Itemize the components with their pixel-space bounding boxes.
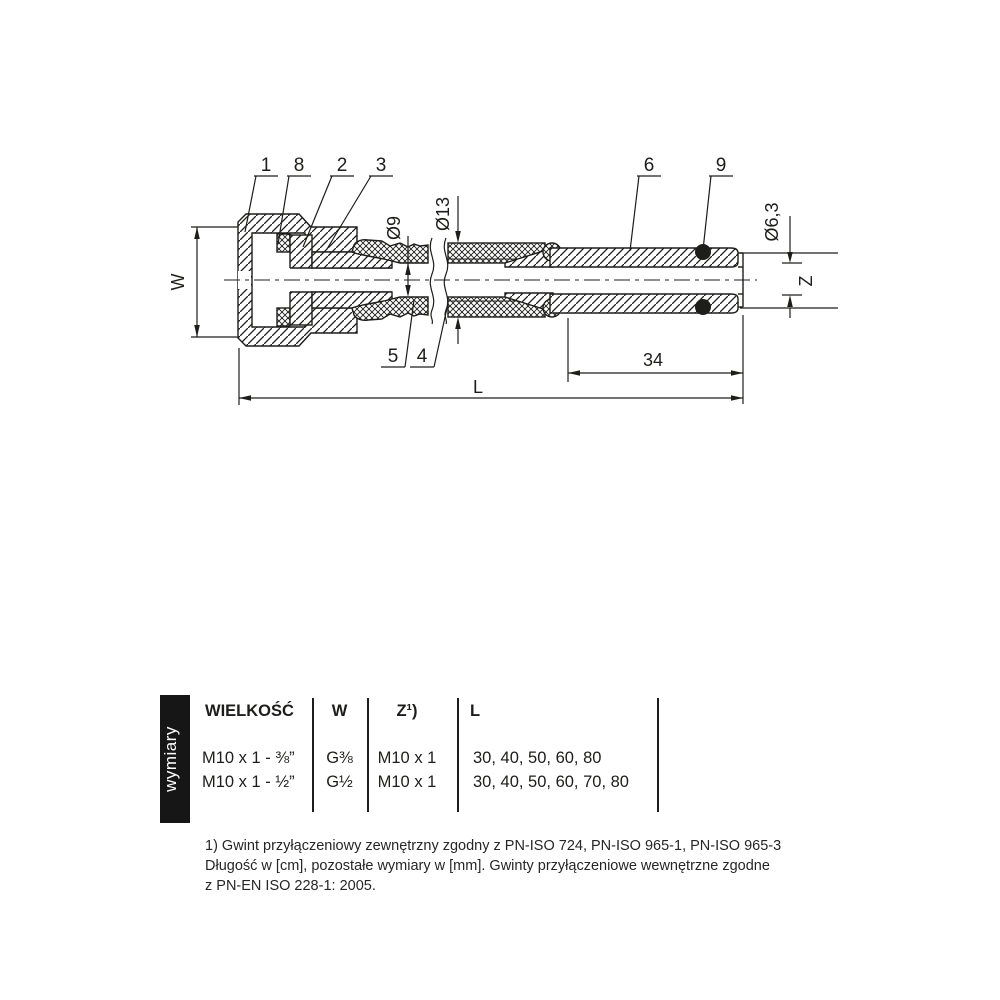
col-header-z: Z¹)	[396, 702, 418, 720]
callout-8: 8	[293, 155, 305, 176]
row1-w: G⅜	[326, 749, 353, 767]
callout-9: 9	[715, 155, 727, 176]
col-header-l: L	[470, 702, 481, 720]
table-sidebar	[160, 695, 190, 823]
dim-label-d13: Ø13	[433, 196, 453, 232]
callout-2: 2	[336, 155, 348, 176]
col-header-size: WIELKOŚĆ	[205, 702, 294, 720]
row2-l: 30, 40, 50, 60, 70, 80	[473, 773, 629, 791]
dim-label-w: W	[168, 273, 188, 291]
row1-z: M10 x 1	[377, 749, 437, 767]
dim-label-z: Z	[796, 275, 816, 287]
footnote	[205, 836, 805, 896]
table-sidebar-label: wymiary	[161, 726, 180, 792]
footnote-line-3: z PN-EN ISO 228-1: 2005.	[205, 878, 376, 894]
table-rule-4	[657, 698, 659, 812]
callout-4: 4	[416, 346, 428, 367]
row2-size: M10 x 1 - ½”	[202, 773, 295, 791]
dim-label-d63: Ø6,3	[762, 202, 782, 242]
row2-z: M10 x 1	[377, 773, 437, 791]
o-ring-bottom	[695, 299, 711, 315]
callout-3: 3	[375, 155, 387, 176]
callout-1: 1	[260, 155, 272, 176]
dim-label-l: L	[472, 377, 484, 397]
footnote-line-2: Długość w [cm], pozostałe wymiary w [mm]. Gwinty przyłączeniowe wewnętrzne zgodne	[205, 858, 770, 874]
table-rule-3	[457, 698, 459, 812]
row1-l: 30, 40, 50, 60, 80	[473, 749, 602, 767]
footnote-line-1: 1) Gwint przyłączeniowy zewnętrzny zgodny z PN-ISO 724, PN-ISO 965-1, PN-ISO 965-3	[205, 838, 782, 854]
seal-washer-bottom	[277, 308, 290, 326]
dim-label-34: 34	[642, 350, 664, 370]
callout-5: 5	[387, 346, 399, 367]
col-header-w: W	[331, 702, 348, 720]
dim-label-d9: Ø9	[384, 215, 404, 241]
callout-6: 6	[643, 155, 655, 176]
row2-w: G½	[326, 773, 353, 791]
row1-size: M10 x 1 - ⅜”	[202, 749, 295, 767]
